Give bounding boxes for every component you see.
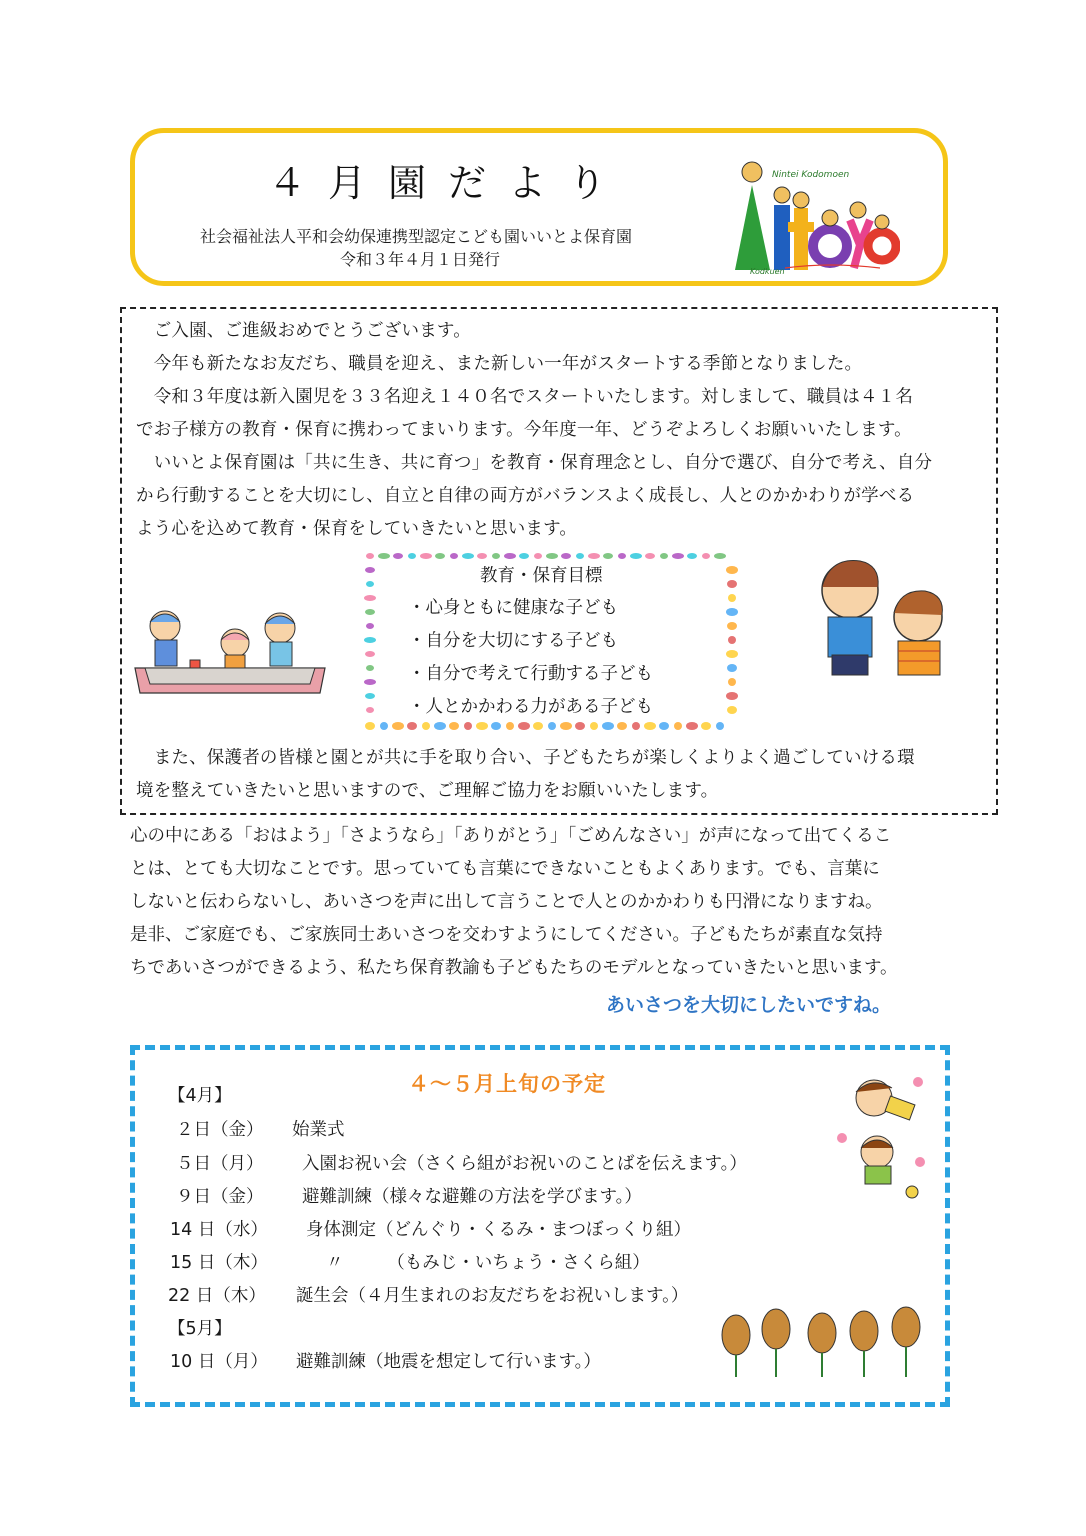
two-kids-illustration [800,555,965,690]
goal-item: ・人とかかわる力がある子ども [408,697,653,717]
schedule-date: 14 日（水） [170,1220,268,1240]
decorative-dot [462,553,474,559]
decorative-dot [408,553,416,559]
decorative-dot [727,664,737,672]
schedule-date: 15 日（木） [170,1253,268,1273]
organization-name: 社会福祉法人平和会幼保連携型認定こども園いいとよ保育園 [200,227,633,246]
decorative-dot [365,693,375,699]
decorative-dot [659,722,669,730]
schedule-title: ４～５月上旬の予定 [408,1072,606,1096]
decorative-dot [674,722,682,730]
may-label: 【5月】 [168,1319,232,1339]
decorative-dot [393,553,403,559]
decorative-dot [714,553,726,559]
goal-item: ・自分で考えて行動する子ども [408,664,653,684]
greeting-closing-line: 境を整えていきたいと思いますので、ご理解ご協力をお願いいたします。 [136,781,719,801]
decorative-dot [366,707,374,713]
decorative-dot [727,580,737,588]
greeting-line: いいとよ保育園は「共に生き、共に育つ」を教育・保育理念とし、自分で選び、自分で考え、自分 [136,453,933,473]
decorative-dot [728,594,736,602]
greeting-closing-line: また、保護者の皆様と園とが共に手を取り合い、子どもたちが楽しくよりよく過ごしていける環 [136,748,915,768]
decorative-dot [366,553,374,559]
schedule-event: 〃 （もみじ・いちょう・さくら組） [326,1253,650,1273]
greeting-line: ご入園、ご進級おめでとうございます。 [136,321,471,341]
decorative-dot [449,722,459,730]
decorative-dot [365,722,375,730]
decorative-dot [477,553,487,559]
decorative-dot [702,553,710,559]
decorative-dot [380,722,388,730]
decorative-dot [364,679,376,685]
decorative-dot [686,722,698,730]
schedule-date: ９日（金） [176,1187,264,1207]
decorative-dot [464,722,472,730]
decorative-dot [364,637,376,643]
nursery-logo [730,150,900,275]
decorative-dot [726,692,738,700]
decorative-dot [645,553,655,559]
decorative-dot [588,553,600,559]
decorative-dot [519,553,529,559]
decorative-dot [561,553,571,559]
page-title: ４月園だより [268,161,629,205]
decorative-dot [422,722,430,730]
decorative-dot [518,722,530,730]
decorative-dot [644,722,656,730]
decorative-dot [548,722,556,730]
aisatsu-line: 心の中にある「おはよう」「さようなら」「ありがとう」「ごめんなさい」が声になって出てくるこ [130,826,892,846]
decorative-dot [726,608,738,616]
decorative-dot [434,722,446,730]
aisatsu-emphasis: あいさつを大切にしたいですね。 [606,994,892,1016]
decorative-dot [407,722,417,730]
greeting-line: 令和３年度は新入園児を３３名迎え１４０名でスタートいたします。対しまして、職員は４１名 [136,387,914,407]
greeting-line: 今年も新たなお友だち、職員を迎え、また新しい一年がスタートする季節となりました。 [136,354,863,374]
decorative-dot [435,553,445,559]
decorative-dot [365,609,375,615]
flower-kids-illustration [832,1070,932,1205]
goals-title: 教育・保育目標 [480,566,603,586]
decorative-dot [533,722,543,730]
decorative-dot [476,722,488,730]
aisatsu-line: しないと伝わらないし、あいさつを声に出して言うことで人とのかかわりも円滑になりますね。 [130,892,883,912]
decorative-dot [726,566,738,574]
schedule-event: 誕生会（４月生まれのお友だちをお祝いします。） [296,1286,689,1306]
decorative-dot [365,651,375,657]
greeting-line: よう心を込めて教育・保育をしていきたいと思います。 [136,519,578,539]
decorative-dot [560,722,572,730]
decorative-dot [366,581,374,587]
decorative-dot [603,553,613,559]
decorative-dot [726,650,738,658]
schedule-event: 身体測定（どんぐり・くるみ・まつぼっくり組） [306,1220,691,1240]
decorative-dot [660,553,668,559]
decorative-dot [617,722,627,730]
acorn-row-illustration [714,1305,929,1385]
decorative-dot [392,722,404,730]
decorative-dot [378,553,390,559]
sandbox-kids-illustration [130,598,330,698]
issue-date: 令和３年４月１日発行 [340,250,501,269]
decorative-dot [491,722,501,730]
acorn-icon [808,1313,836,1377]
decorative-dot [602,722,614,730]
aisatsu-line: とは、とても大切なことです。思っていても言葉にできないこともよくあります。でも、言葉に [130,859,880,879]
decorative-dot [366,665,374,671]
decorative-dot [727,706,737,714]
decorative-dot [365,567,375,573]
decorative-dot [728,678,736,686]
decorative-dot [632,722,640,730]
schedule-event: 入園お祝い会（さくら組がお祝いのことばを伝えます。） [302,1154,747,1174]
acorn-icon [892,1307,920,1377]
decorative-dot [576,553,584,559]
decorative-dot [506,722,514,730]
decorative-dot [420,553,432,559]
greeting-line: から行動することを大切にし、自立と自律の両方がバランスよく成長し、人とのかかわりが学べる [136,486,915,506]
decorative-dot [630,553,642,559]
decorative-dot [727,622,737,630]
decorative-dot [716,722,724,730]
schedule-event: 避難訓練（地震を想定して行います。） [296,1352,601,1372]
schedule-date: ２日（金） [176,1120,264,1140]
schedule-date: 22 日（木） [168,1286,266,1306]
decorative-dot [728,636,736,644]
goal-item: ・自分を大切にする子ども [408,631,618,651]
greeting-line: でお子様方の教育・保育に携わってまいります。今年度一年、どうぞよろしくお願いいたします。 [136,420,912,440]
schedule-event: 始業式 [292,1120,345,1140]
decorative-dot [575,722,585,730]
aisatsu-line: ちであいさつができるよう、私たち保育教諭も子どもたちのモデルとなっていきたいと思います。 [130,958,898,978]
schedule-event: 避難訓練（様々な避難の方法を学びます。） [302,1187,642,1207]
april-label: 【4月】 [168,1086,232,1106]
decorative-dot [450,553,458,559]
decorative-dot [546,553,558,559]
decorative-dot [534,553,542,559]
schedule-date: ５日（月） [176,1154,264,1174]
acorn-icon [762,1309,790,1377]
decorative-dot [492,553,500,559]
svg-text:Nintei Kodomoen: Nintei Kodomoen [772,170,850,180]
decorative-dot [366,623,374,629]
goal-item: ・心身ともに健康な子ども [408,598,618,618]
decorative-dot [504,553,516,559]
aisatsu-line: 是非、ご家庭でも、ご家族同士あいさつを交わすようにしてください。子どもたちが素直な気持 [130,925,883,945]
acorn-icon [850,1311,878,1377]
schedule-date: 10 日（月） [170,1352,268,1372]
decorative-dot [618,553,626,559]
svg-text:Kodkuen: Kodkuen [750,267,785,275]
decorative-dot [364,595,376,601]
decorative-dot [672,553,684,559]
acorn-icon [722,1315,750,1377]
decorative-dot [590,722,598,730]
decorative-dot [687,553,697,559]
decorative-dot [701,722,711,730]
